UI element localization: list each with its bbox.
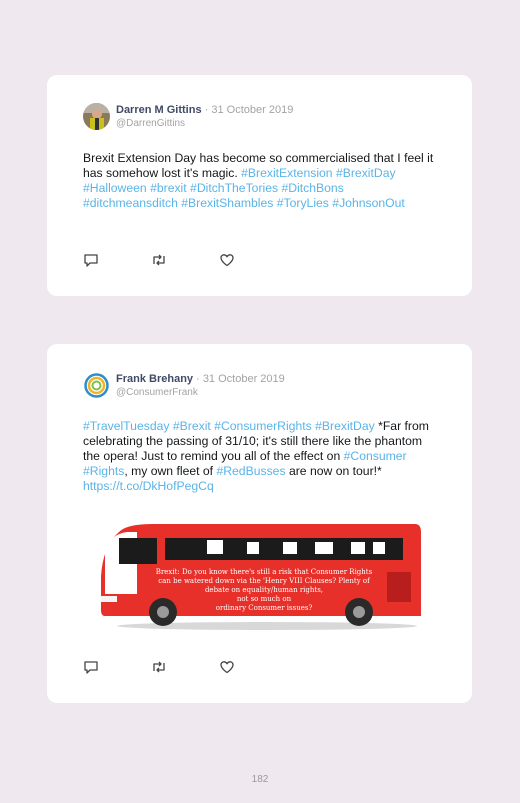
tweet-text — [83, 151, 441, 211]
tweet-text-plain: are now on tour!* — [285, 464, 382, 478]
hashtags[interactable]: #Consumer #Rights — [83, 449, 407, 478]
tweet-text-plain: Brexit Extension Day has become so commercialised that I feel it has somehow lost it's magic. — [83, 151, 434, 180]
bus-slogan-line: ordinary Consumer issues? — [215, 604, 313, 612]
tweet-card — [47, 344, 472, 703]
author-handle[interactable]: @ConsumerFrank — [116, 387, 198, 398]
bus-slogan-line: Brexit: Do you know there's still a risk that Consumer Rights — [155, 568, 373, 576]
hashtags[interactable]: #TravelTuesday #Brexit #ConsumerRights #BrexitDay — [83, 419, 375, 433]
reply-icon[interactable] — [83, 252, 101, 268]
bus-slogan-line: can be watered down via the 'Henry VIII Clauses? Plenty of — [158, 577, 370, 585]
hashtags[interactable]: #BrexitExtension #BrexitDay #Halloween #brexit #DitchTheTories #DitchBons #ditchmeansditch #BrexitShambles #ToryLies #JohnsonOut — [83, 166, 405, 210]
avatar[interactable] — [83, 103, 110, 130]
author-name[interactable]: Darren M Gittins — [116, 104, 202, 116]
author-name[interactable]: Frank Brehany — [116, 373, 194, 385]
tweet-date: · 31 October 2019 — [204, 104, 294, 116]
tweet-text-plain: , my own fleet of — [124, 464, 217, 478]
tweet-card — [47, 75, 472, 296]
like-icon[interactable] — [219, 252, 237, 268]
tweet-text-plain: *Far from celebrating the passing of 31/10; it's still there like the phantom the opera! Just to remind you all of the effect on — [83, 419, 429, 463]
retweet-icon[interactable] — [150, 659, 168, 675]
hashtags[interactable]: #RedBusses — [216, 464, 286, 478]
bus-slogan-line: not so much on — [236, 595, 292, 603]
tweet-text — [83, 419, 441, 494]
tweet-link[interactable]: https://t.co/DkHofPegCq — [83, 479, 214, 493]
bus-slogan-line: debate on equality/human rights, — [204, 586, 324, 594]
red-bus-image[interactable] — [97, 516, 427, 634]
reply-icon[interactable] — [83, 659, 101, 675]
tweet-actions — [83, 252, 283, 268]
tweet-actions — [83, 659, 283, 675]
retweet-icon[interactable] — [150, 252, 168, 268]
author-handle[interactable]: @DarrenGittins — [116, 118, 186, 129]
like-icon[interactable] — [219, 659, 237, 675]
avatar[interactable] — [83, 372, 110, 399]
tweet-date: · 31 October 2019 — [196, 373, 285, 385]
page-number: 182 — [251, 774, 269, 785]
